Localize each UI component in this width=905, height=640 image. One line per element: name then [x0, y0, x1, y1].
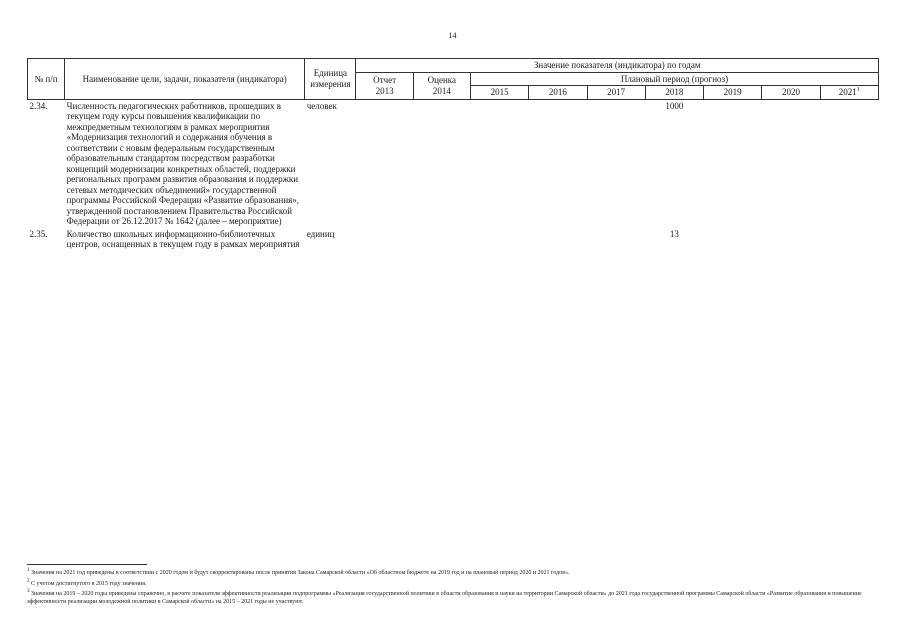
table-row	[28, 99, 879, 228]
row-value	[529, 99, 587, 228]
row-value	[704, 228, 762, 251]
row-value	[470, 99, 528, 228]
footnotes	[27, 564, 879, 606]
header-year: 2015	[470, 86, 528, 100]
footnote-text: Значения на 2021 год приведены в соответствии с 2020 годом и будут скорректированы после принятия Закона Самарской области «Об областном бюджете на 2019 год и на плановый период 2020 и 2021 годов».	[31, 570, 570, 576]
row-number: 2.34.	[28, 99, 65, 228]
footnote-divider	[27, 564, 147, 565]
row-number: 2.35.	[29, 228, 48, 239]
row-unit: единиц	[306, 228, 335, 239]
footnote-text: Значения на 2019 – 2020 годы приведены справочно, в расчете показателя эффективности реализации подпрограммы «Реализация государственной политики в области образования и науки на территории Самарской области» до 2021 года государственной программы Самарской области «Развитие образования и повышение эффективности реализации молодежной политики в Самарской области» на 2015 – 2021 годы не участвуют.	[27, 591, 862, 605]
row-value	[413, 228, 470, 251]
header-year-2013: 2013	[375, 85, 394, 96]
row-value	[587, 228, 645, 251]
footnote-mark: 3	[27, 589, 30, 594]
header-year: 2017	[587, 86, 645, 100]
header-year: 2020	[762, 86, 820, 100]
footnote-mark: 1	[27, 568, 30, 573]
header-estimate-label: Оценка	[427, 75, 457, 85]
header-year-2021	[820, 86, 878, 100]
header-year: 2016	[529, 86, 587, 100]
row-value	[762, 228, 820, 251]
row-name: Количество школьных информационно-библиотечных центров, оснащенных в текущем году в рамках мероприятия	[66, 228, 300, 249]
row-value: 13	[669, 228, 679, 239]
row-unit: человек	[305, 99, 356, 228]
header-year: 2018	[645, 86, 703, 100]
header-estimate	[413, 72, 470, 99]
row-name: Численность педагогических работников, прошедших в текущем году курсы повышения квалификации по межпредметным технологиям в рамках мероприятия «Модернизация технологий и содержания обучения в соответствии с новым федеральным государственным образовательным стандартом посредством разработки концепций модернизации конкретных областей, поддержки региональных программ развития образования и поддержки сетевых методических объединений» государственной программы Российской Федерации «Развитие образования», утвержденной постановлением Правительства Российской Федерации от 26.12.2017 № 1642 (далее – мероприятие)	[65, 99, 305, 228]
header-unit: Единица измерения	[305, 59, 356, 100]
row-value	[356, 228, 413, 251]
footnote	[27, 567, 879, 578]
header-num: № п/п	[28, 59, 65, 100]
header-year-2021-footnote-mark: 1	[856, 87, 860, 93]
row-value	[704, 99, 762, 228]
header-planned: Плановый период (прогноз)	[470, 72, 878, 86]
row-value	[587, 99, 645, 228]
row-value	[820, 99, 878, 228]
row-value	[413, 99, 470, 228]
row-value	[762, 99, 820, 228]
header-report	[356, 72, 413, 99]
footnote-text: С учетом достигнутого в 2015 году значения.	[31, 580, 147, 587]
row-value	[820, 228, 878, 251]
header-values-group: Значение показателя (индикатора) по годам	[356, 59, 879, 73]
header-report-label: Отчет	[373, 75, 397, 85]
footnote	[27, 588, 879, 606]
footnote-mark: 2	[27, 578, 30, 584]
row-value: 1000	[645, 99, 703, 228]
row-value	[470, 228, 528, 251]
header-year-2021-label: 2021	[838, 87, 857, 97]
row-value	[356, 99, 413, 228]
page-number: 14	[448, 31, 457, 40]
header-year-2014: 2014	[432, 85, 451, 96]
header-name: Наименование цели, задачи, показателя (индикатора)	[65, 59, 305, 100]
footnote	[27, 578, 879, 589]
table-row	[28, 228, 879, 251]
indicators-table	[27, 58, 879, 251]
header-year: 2019	[704, 86, 762, 100]
row-value	[529, 228, 587, 251]
